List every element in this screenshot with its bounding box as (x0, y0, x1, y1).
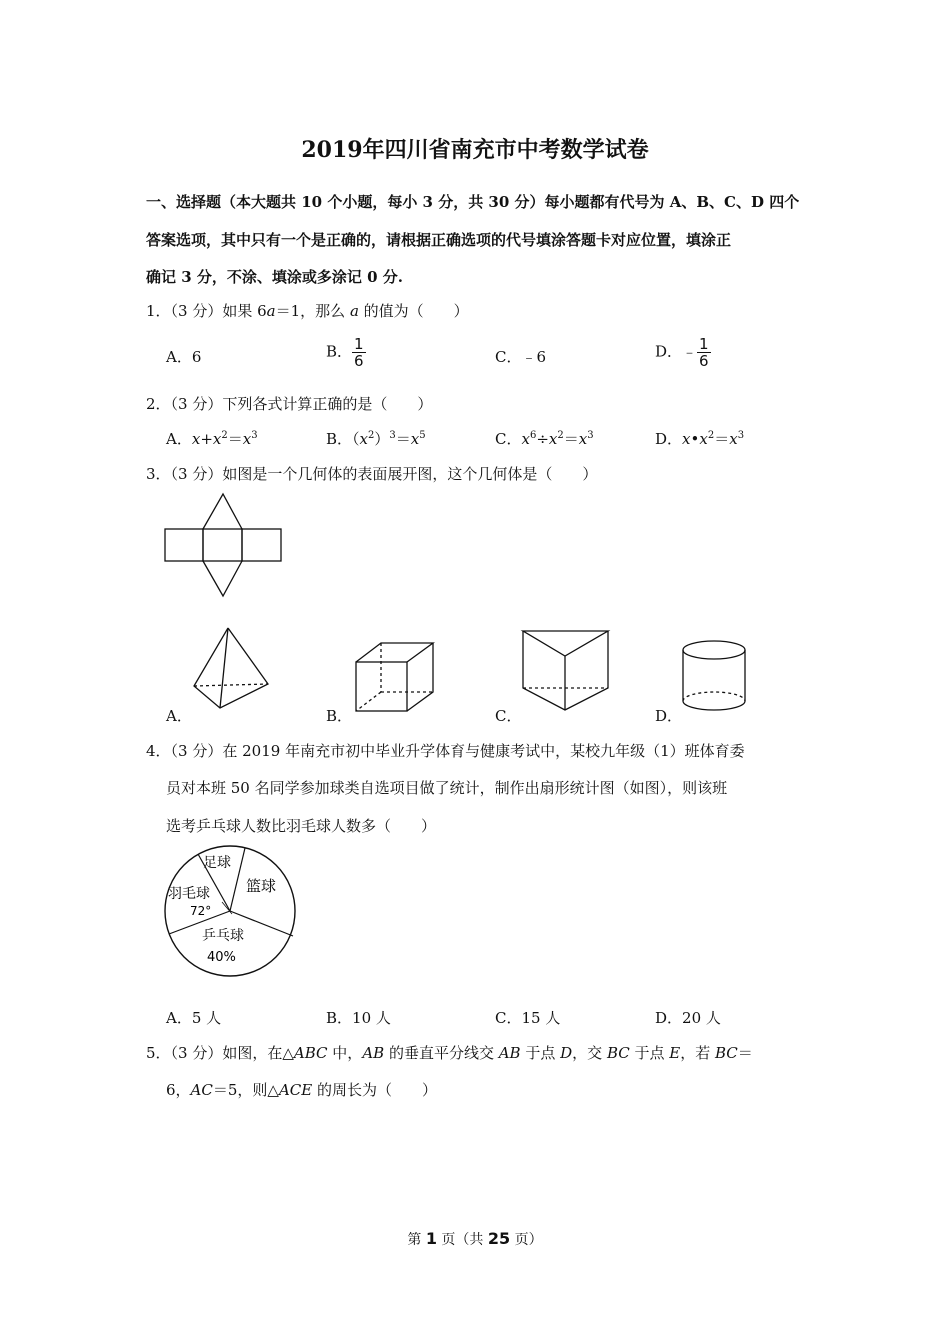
pie-label-pingpong: 乒乓球 (202, 928, 244, 944)
pie-label-pingpong-percent: 40% (207, 950, 236, 965)
fraction: $\frac{1}{6}$ (699, 335, 709, 370)
question-4-line3: 选考乒乓球人数比羽毛球人数多（ ） (166, 817, 437, 835)
question-1: 1．（3 分）如果 6a＝1，那么 a 的值为（ ） (146, 302, 469, 320)
question-2: 2．（3 分）下列各式计算正确的是（ ） (146, 395, 433, 413)
q2-option-c[interactable]: C．$x^6\div x^2=x^3$ (495, 430, 594, 448)
question-5-line2: 6，AC＝5，则△ACE 的周长为（ ） (166, 1081, 437, 1099)
q3-option-c[interactable]: C． (495, 707, 522, 725)
q4-option-a[interactable]: A．5 人 (166, 1009, 222, 1027)
option-c-prism-figure[interactable] (520, 628, 612, 714)
net-figure (160, 490, 290, 600)
page-footer: 第 1 页（共 25 页） (407, 1229, 543, 1248)
q1-option-b[interactable]: B． $\frac{1}{6}$ (326, 335, 364, 370)
q3-option-b[interactable]: B． (326, 707, 353, 725)
section-heading-line3: 确记 3 分，不涂、填涂或多涂记 0 分. (146, 268, 403, 286)
option-a-pyramid-figure[interactable] (190, 624, 272, 712)
pie-label-badminton-angle: 72° (190, 904, 212, 918)
q4-option-b[interactable]: B．10 人 (326, 1009, 391, 1027)
page-total: 25 (487, 1229, 511, 1248)
pie-label-basketball: 篮球 (246, 877, 277, 895)
q1-option-a[interactable]: A．6 (166, 348, 202, 366)
section-heading-line2: 答案选项，其中只有一个是正确的，请根据正确选项的代号填涂答题卡对应位置，填涂正 (146, 231, 732, 249)
page-title: 2019年四川省南充市中考数学试卷 (301, 137, 649, 163)
question-3: 3．（3 分）如图是一个几何体的表面展开图，这个几何体是（ ） (146, 465, 598, 483)
q4-option-d[interactable]: D．20 人 (655, 1009, 721, 1027)
q3-option-d[interactable]: D． (655, 707, 683, 725)
page-number: 1 (425, 1229, 437, 1248)
q1-option-d[interactable]: D．﹣ $\frac{1}{6}$ (655, 335, 709, 370)
pie-chart (160, 840, 302, 982)
section-heading-line1: 一、选择题（本大题共 10 个小题，每小 3 分，共 30 分）每小题都有代号为 A、B、C、D 四个 (146, 193, 800, 211)
q3-option-a[interactable]: A． (166, 707, 192, 725)
fraction: $\frac{1}{6}$ (354, 335, 364, 370)
option-b-cube-figure[interactable] (353, 640, 438, 716)
question-4-line1: 4．（3 分）在 2019 年南充市初中毕业升学体育与健康考试中，某校九年级（1）班体育委 (146, 742, 745, 760)
q4-option-c[interactable]: C．15 人 (495, 1009, 561, 1027)
pie-divider (230, 848, 245, 911)
question-4-line2: 员对本班 50 名同学参加球类自选项目做了统计，制作出扇形统计图（如图），则该班 (166, 779, 728, 797)
q2-option-a[interactable]: A．$x+x^2=x^3$ (166, 430, 258, 448)
q1-option-c[interactable]: C．﹣6 (495, 348, 547, 366)
q2-option-d[interactable]: D．$x•x^2=x^3$ (655, 430, 745, 448)
option-d-cylinder-figure[interactable] (680, 637, 750, 715)
pie-label-badminton: 羽毛球 (168, 886, 210, 902)
question-5-line1: 5．（3 分）如图，在△ABC 中，AB 的垂直平分线交 AB 于点 D，交 BC 于点 E，若 BC＝ (146, 1044, 753, 1062)
pie-label-football: 足球 (203, 855, 231, 871)
q2-option-b[interactable]: B．$(x^2)^3=x^5$ (326, 430, 426, 448)
